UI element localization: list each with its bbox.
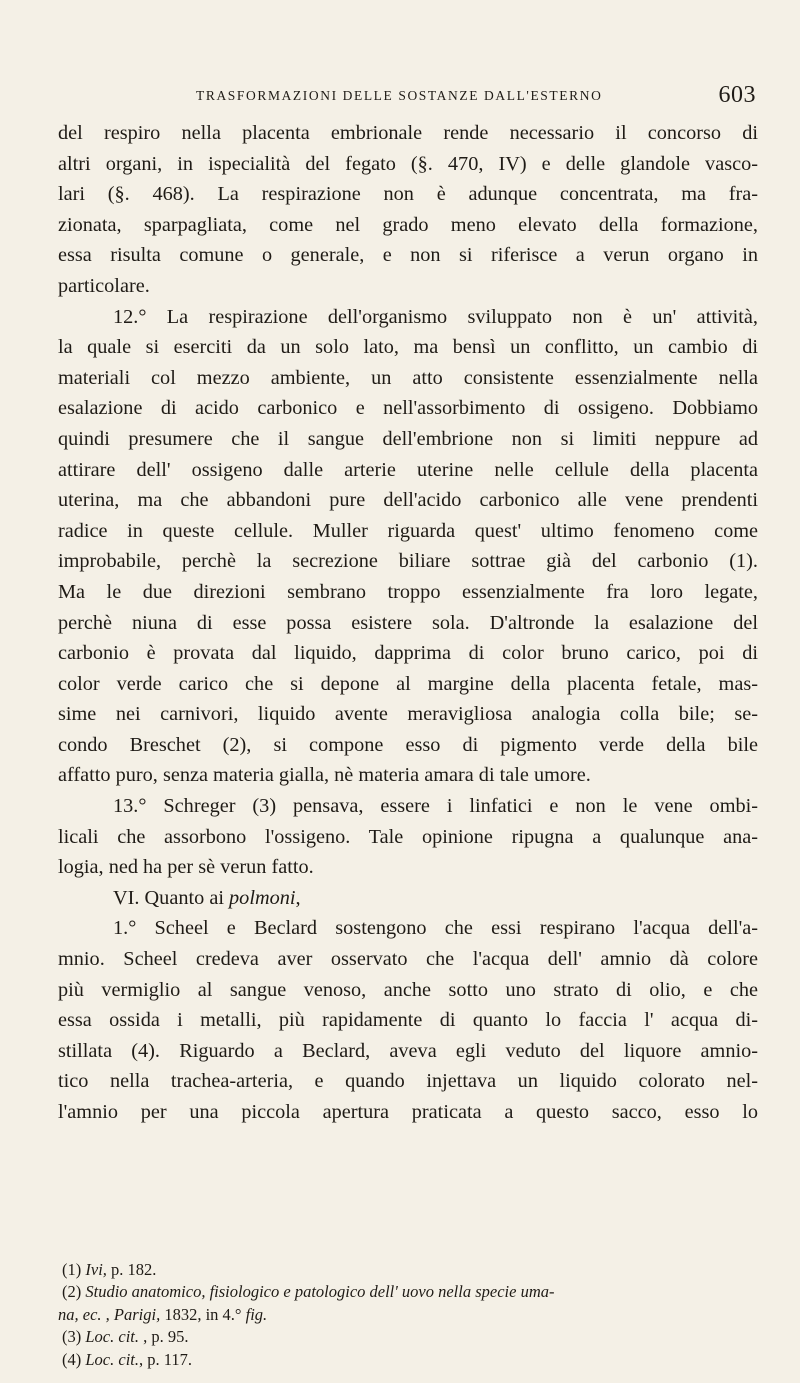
footnote-4 [58, 1349, 758, 1371]
text-line: improbabile, perchè la secrezione biliare sottrae già del carbonio (1). [58, 550, 758, 573]
section-vi-italic: polmoni [229, 886, 296, 909]
text-line: logia, ned ha per sè verun fatto. [58, 856, 314, 879]
text-line: più vermiglio al sangue venoso, anche sotto uno strato di olio, e che [58, 978, 758, 1001]
running-title: TRASFORMAZIONI DELLE SOSTANZE DALL'ESTERNO [196, 88, 603, 103]
section-vi-comma: , [295, 886, 301, 909]
section-vi-heading [58, 883, 758, 914]
text-line: sime nei carnivori, liquido avente meravigliosa analogia colla bile; se- [58, 703, 758, 726]
text-line: altri organi, in ispecialità del fegato (§. 470, IV) e delle glandole vasco- [58, 152, 758, 175]
footnotes [58, 1259, 758, 1371]
footnote-italic: Studio anatomico, fisiologico e patologico dell' uovo nella specie uma- [85, 1282, 555, 1302]
section-vi-label: VI. Quanto ai [113, 886, 230, 909]
footnote-italic: Loc. cit. [85, 1327, 139, 1347]
text-line: esalazione di acido carbonico e nell'assorbimento di ossigeno. Dobbiamo [58, 397, 758, 420]
footnote-3 [58, 1326, 758, 1348]
footnote-italic: Loc. cit. [85, 1349, 139, 1369]
text-line: affatto puro, senza materia gialla, nè materia amara di tale umore. [58, 764, 591, 787]
paragraph-13-start: 13.° Schreger (3) pensava, essere i linfatici e non le vene ombi- [113, 795, 758, 818]
text-line: color verde carico che si depone al margine della placenta fetale, mas- [58, 672, 758, 695]
text-line: essa ossida i metalli, più rapidamente di quanto lo faccia l' acqua di- [58, 1009, 758, 1032]
text-line: l'amnio per una piccola apertura praticata a questo sacco, esso lo [58, 1101, 758, 1123]
paragraph-12-start: 12.° La respirazione dell'organismo sviluppato non è un' attività, [113, 305, 758, 328]
footnote-1 [58, 1259, 758, 1281]
footnote-mark: (3) [62, 1327, 82, 1347]
text-line: carbonio è provata dal liquido, dapprima di color bruno carico, poi di [58, 642, 758, 665]
running-head [196, 82, 756, 114]
footnote-text: , p. 95. [139, 1327, 189, 1347]
footnote-2 [58, 1281, 758, 1303]
paragraph-vi-1-start: 1.° Scheel e Beclard sostengono che essi respirano l'acqua dell'a- [113, 917, 758, 940]
text-line: licali che assorbono l'ossigeno. Tale opinione ripugna a qualunque ana- [58, 825, 758, 848]
footnote-italic: fig. [245, 1304, 268, 1324]
text-line: lari (§. 468). La respirazione non è adunque concentrata, ma fra- [58, 183, 758, 206]
text-line: uterina, ma che abbandoni pure dell'acido carbonico alle vene prendenti [58, 489, 758, 512]
text-line: Ma le due direzioni sembrano troppo essenzialmente fra loro legate, [58, 580, 758, 603]
footnote-italic: na, ec. , Parigi, [58, 1304, 161, 1324]
text-line: condo Breschet (2), si compone esso di pigmento verde della bile [58, 733, 758, 756]
text-line: quindi presumere che il sangue dell'embrione non si limiti neppure ad [58, 427, 758, 450]
text-line: perchè niuna di esse possa esistere sola. D'altronde la esalazione del [58, 611, 758, 634]
text-line: la quale si eserciti da un solo lato, ma bensì un conflitto, un cambio di [58, 336, 758, 359]
body-text [58, 118, 758, 1128]
footnote-mark: (4) [62, 1349, 82, 1369]
footnote-2-continued [58, 1304, 758, 1326]
text-line: attirare dell' ossigeno dalle arterie uterine nelle cellule della placenta [58, 458, 758, 481]
footnote-mark: (1) [62, 1260, 82, 1279]
footnote-mark: (2) [62, 1282, 82, 1302]
page-number: 603 [718, 82, 756, 108]
text-line: radice in queste cellule. Muller riguarda quest' ultimo fenomeno come [58, 519, 758, 542]
text-line: mnio. Scheel credeva aver osservato che l'acqua dell' amnio dà colore [58, 948, 758, 971]
text-line: tico nella trachea-arteria, e quando injettava un liquido colorato nel- [58, 1070, 758, 1093]
text-line: stillata (4). Riguardo a Beclard, aveva egli veduto del liquore amnio- [58, 1039, 758, 1062]
text-line: particolare. [58, 274, 150, 297]
text-line: zionata, sparpagliata, come nel grado meno elevato della formazione, [58, 213, 758, 236]
footnote-text: 1832, in 4.° [160, 1304, 246, 1324]
footnote-text: p. 182. [106, 1260, 157, 1279]
text-line: essa risulta comune o generale, e non si riferisce a verun organo in [58, 244, 758, 267]
footnote-text: , p. 117. [139, 1349, 193, 1369]
footnote-italic: Ivi, [85, 1260, 107, 1279]
text-line: del respiro nella placenta embrionale rende necessario il concorso di [58, 122, 758, 144]
text-line: materiali col mezzo ambiente, un atto consistente essenzialmente nella [58, 366, 758, 389]
